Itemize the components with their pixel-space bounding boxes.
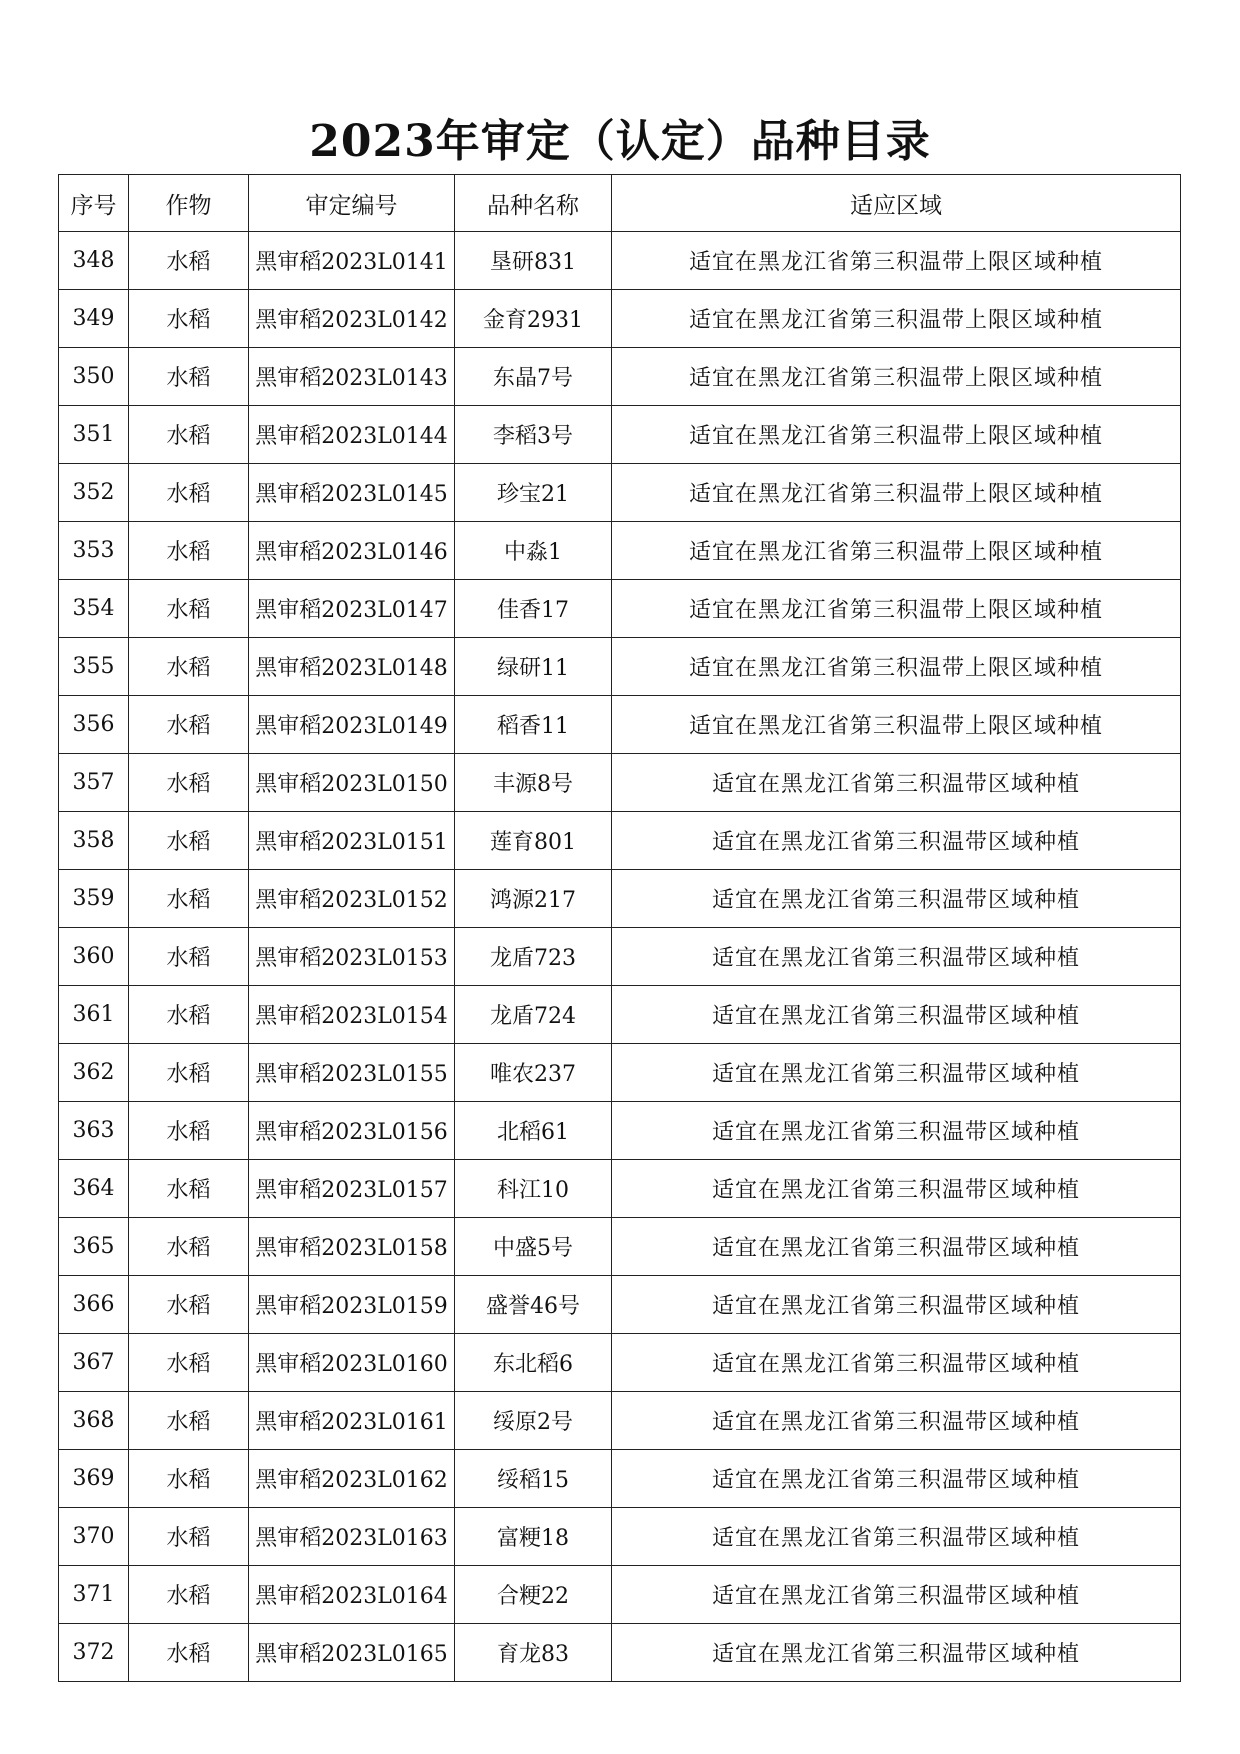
serial-number-cell: 363: [59, 1102, 129, 1160]
serial-number-cell: 362: [59, 1044, 129, 1102]
crop-cell: 水稻: [129, 1160, 249, 1218]
crop-cell: 水稻: [129, 812, 249, 870]
approval-number-cell: 黑审稻2023L0151: [249, 812, 455, 870]
header-crop: 作物: [129, 175, 249, 232]
crop-cell: 水稻: [129, 290, 249, 348]
variety-name-cell: 盛誉46号: [455, 1276, 612, 1334]
crop-cell: 水稻: [129, 1508, 249, 1566]
table-row: [59, 754, 1181, 812]
variety-name-cell: 东北稻6: [455, 1334, 612, 1392]
header-suitable-region: 适应区域: [612, 175, 1181, 232]
serial-number-cell: 360: [59, 928, 129, 986]
crop-cell: 水稻: [129, 696, 249, 754]
header-serial-number: 序号: [59, 175, 129, 232]
crop-cell: 水稻: [129, 986, 249, 1044]
suitable-region-cell: 适宜在黑龙江省第三积温带上限区域种植: [612, 696, 1181, 754]
crop-cell: 水稻: [129, 1624, 249, 1682]
serial-number-cell: 352: [59, 464, 129, 522]
crop-cell: 水稻: [129, 928, 249, 986]
crop-cell: 水稻: [129, 580, 249, 638]
variety-name-cell: 绿研11: [455, 638, 612, 696]
variety-name-cell: 东晶7号: [455, 348, 612, 406]
approval-number-cell: 黑审稻2023L0146: [249, 522, 455, 580]
variety-name-cell: 珍宝21: [455, 464, 612, 522]
variety-name-cell: 绥原2号: [455, 1392, 612, 1450]
variety-name-cell: 唯农237: [455, 1044, 612, 1102]
serial-number-cell: 370: [59, 1508, 129, 1566]
variety-name-cell: 合粳22: [455, 1566, 612, 1624]
suitable-region-cell: 适宜在黑龙江省第三积温带区域种植: [612, 1218, 1181, 1276]
table-body: [59, 232, 1181, 1682]
crop-cell: 水稻: [129, 1102, 249, 1160]
approval-number-cell: 黑审稻2023L0157: [249, 1160, 455, 1218]
approval-number-cell: 黑审稻2023L0161: [249, 1392, 455, 1450]
table-row: [59, 986, 1181, 1044]
header-variety-name: 品种名称: [455, 175, 612, 232]
approval-number-cell: 黑审稻2023L0147: [249, 580, 455, 638]
table-header-row: [59, 175, 1181, 232]
table-row: [59, 1624, 1181, 1682]
table-row: [59, 290, 1181, 348]
table-row: [59, 1276, 1181, 1334]
serial-number-cell: 351: [59, 406, 129, 464]
variety-name-cell: 龙盾723: [455, 928, 612, 986]
approval-number-cell: 黑审稻2023L0158: [249, 1218, 455, 1276]
table-row: [59, 1044, 1181, 1102]
suitable-region-cell: 适宜在黑龙江省第三积温带上限区域种植: [612, 348, 1181, 406]
table-row: [59, 1334, 1181, 1392]
variety-name-cell: 丰源8号: [455, 754, 612, 812]
serial-number-cell: 371: [59, 1566, 129, 1624]
serial-number-cell: 372: [59, 1624, 129, 1682]
approval-number-cell: 黑审稻2023L0163: [249, 1508, 455, 1566]
serial-number-cell: 368: [59, 1392, 129, 1450]
suitable-region-cell: 适宜在黑龙江省第三积温带区域种植: [612, 1334, 1181, 1392]
table-row: [59, 638, 1181, 696]
suitable-region-cell: 适宜在黑龙江省第三积温带上限区域种植: [612, 464, 1181, 522]
table-row: [59, 348, 1181, 406]
crop-cell: 水稻: [129, 1218, 249, 1276]
suitable-region-cell: 适宜在黑龙江省第三积温带区域种植: [612, 754, 1181, 812]
approval-number-cell: 黑审稻2023L0164: [249, 1566, 455, 1624]
approval-number-cell: 黑审稻2023L0154: [249, 986, 455, 1044]
suitable-region-cell: 适宜在黑龙江省第三积温带区域种植: [612, 1508, 1181, 1566]
crop-cell: 水稻: [129, 1450, 249, 1508]
variety-name-cell: 鸿源217: [455, 870, 612, 928]
approval-number-cell: 黑审稻2023L0160: [249, 1334, 455, 1392]
approval-number-cell: 黑审稻2023L0143: [249, 348, 455, 406]
crop-cell: 水稻: [129, 870, 249, 928]
variety-name-cell: 育龙83: [455, 1624, 612, 1682]
suitable-region-cell: 适宜在黑龙江省第三积温带区域种植: [612, 1624, 1181, 1682]
crop-cell: 水稻: [129, 754, 249, 812]
approval-number-cell: 黑审稻2023L0148: [249, 638, 455, 696]
variety-name-cell: 中盛5号: [455, 1218, 612, 1276]
crop-cell: 水稻: [129, 406, 249, 464]
approval-number-cell: 黑审稻2023L0152: [249, 870, 455, 928]
header-approval-number: 审定编号: [249, 175, 455, 232]
suitable-region-cell: 适宜在黑龙江省第三积温带上限区域种植: [612, 406, 1181, 464]
approval-number-cell: 黑审稻2023L0165: [249, 1624, 455, 1682]
suitable-region-cell: 适宜在黑龙江省第三积温带上限区域种植: [612, 522, 1181, 580]
serial-number-cell: 361: [59, 986, 129, 1044]
serial-number-cell: 358: [59, 812, 129, 870]
approval-number-cell: 黑审稻2023L0155: [249, 1044, 455, 1102]
page-title: 2023年审定（认定）品种目录: [309, 116, 931, 167]
table-row: [59, 1392, 1181, 1450]
crop-cell: 水稻: [129, 232, 249, 290]
serial-number-cell: 364: [59, 1160, 129, 1218]
crop-cell: 水稻: [129, 348, 249, 406]
table-row: [59, 1566, 1181, 1624]
crop-cell: 水稻: [129, 1392, 249, 1450]
crop-cell: 水稻: [129, 1566, 249, 1624]
approval-number-cell: 黑审稻2023L0141: [249, 232, 455, 290]
table-row: [59, 1450, 1181, 1508]
suitable-region-cell: 适宜在黑龙江省第三积温带区域种植: [612, 1276, 1181, 1334]
suitable-region-cell: 适宜在黑龙江省第三积温带上限区域种植: [612, 232, 1181, 290]
variety-name-cell: 中淼1: [455, 522, 612, 580]
crop-cell: 水稻: [129, 522, 249, 580]
crop-cell: 水稻: [129, 638, 249, 696]
approval-number-cell: 黑审稻2023L0153: [249, 928, 455, 986]
table-row: [59, 1102, 1181, 1160]
suitable-region-cell: 适宜在黑龙江省第三积温带区域种植: [612, 928, 1181, 986]
suitable-region-cell: 适宜在黑龙江省第三积温带区域种植: [612, 870, 1181, 928]
variety-catalog-table: [58, 174, 1181, 1682]
serial-number-cell: 354: [59, 580, 129, 638]
approval-number-cell: 黑审稻2023L0144: [249, 406, 455, 464]
serial-number-cell: 357: [59, 754, 129, 812]
crop-cell: 水稻: [129, 1044, 249, 1102]
table-row: [59, 580, 1181, 638]
serial-number-cell: 359: [59, 870, 129, 928]
table-row: [59, 406, 1181, 464]
suitable-region-cell: 适宜在黑龙江省第三积温带区域种植: [612, 1160, 1181, 1218]
serial-number-cell: 349: [59, 290, 129, 348]
variety-name-cell: 稻香11: [455, 696, 612, 754]
table-row: [59, 1218, 1181, 1276]
crop-cell: 水稻: [129, 464, 249, 522]
suitable-region-cell: 适宜在黑龙江省第三积温带区域种植: [612, 1102, 1181, 1160]
variety-name-cell: 北稻61: [455, 1102, 612, 1160]
table-row: [59, 1508, 1181, 1566]
approval-number-cell: 黑审稻2023L0145: [249, 464, 455, 522]
suitable-region-cell: 适宜在黑龙江省第三积温带区域种植: [612, 1450, 1181, 1508]
suitable-region-cell: 适宜在黑龙江省第三积温带上限区域种植: [612, 638, 1181, 696]
variety-name-cell: 垦研831: [455, 232, 612, 290]
serial-number-cell: 369: [59, 1450, 129, 1508]
suitable-region-cell: 适宜在黑龙江省第三积温带区域种植: [612, 1392, 1181, 1450]
suitable-region-cell: 适宜在黑龙江省第三积温带区域种植: [612, 812, 1181, 870]
approval-number-cell: 黑审稻2023L0149: [249, 696, 455, 754]
variety-name-cell: 龙盾724: [455, 986, 612, 1044]
variety-name-cell: 李稻3号: [455, 406, 612, 464]
table-row: [59, 928, 1181, 986]
variety-name-cell: 金育2931: [455, 290, 612, 348]
approval-number-cell: 黑审稻2023L0156: [249, 1102, 455, 1160]
serial-number-cell: 353: [59, 522, 129, 580]
crop-cell: 水稻: [129, 1334, 249, 1392]
serial-number-cell: 367: [59, 1334, 129, 1392]
variety-name-cell: 富粳18: [455, 1508, 612, 1566]
serial-number-cell: 348: [59, 232, 129, 290]
approval-number-cell: 黑审稻2023L0159: [249, 1276, 455, 1334]
table-row: [59, 1160, 1181, 1218]
table-row: [59, 696, 1181, 754]
variety-name-cell: 绥稻15: [455, 1450, 612, 1508]
suitable-region-cell: 适宜在黑龙江省第三积温带区域种植: [612, 1566, 1181, 1624]
variety-name-cell: 莲育801: [455, 812, 612, 870]
serial-number-cell: 365: [59, 1218, 129, 1276]
suitable-region-cell: 适宜在黑龙江省第三积温带区域种植: [612, 986, 1181, 1044]
variety-name-cell: 佳香17: [455, 580, 612, 638]
suitable-region-cell: 适宜在黑龙江省第三积温带上限区域种植: [612, 290, 1181, 348]
table-row: [59, 232, 1181, 290]
approval-number-cell: 黑审稻2023L0162: [249, 1450, 455, 1508]
table-row: [59, 522, 1181, 580]
serial-number-cell: 355: [59, 638, 129, 696]
serial-number-cell: 350: [59, 348, 129, 406]
variety-name-cell: 科江10: [455, 1160, 612, 1218]
approval-number-cell: 黑审稻2023L0150: [249, 754, 455, 812]
table-row: [59, 464, 1181, 522]
table-row: [59, 870, 1181, 928]
suitable-region-cell: 适宜在黑龙江省第三积温带区域种植: [612, 1044, 1181, 1102]
serial-number-cell: 366: [59, 1276, 129, 1334]
approval-number-cell: 黑审稻2023L0142: [249, 290, 455, 348]
suitable-region-cell: 适宜在黑龙江省第三积温带上限区域种植: [612, 580, 1181, 638]
table-row: [59, 812, 1181, 870]
crop-cell: 水稻: [129, 1276, 249, 1334]
serial-number-cell: 356: [59, 696, 129, 754]
